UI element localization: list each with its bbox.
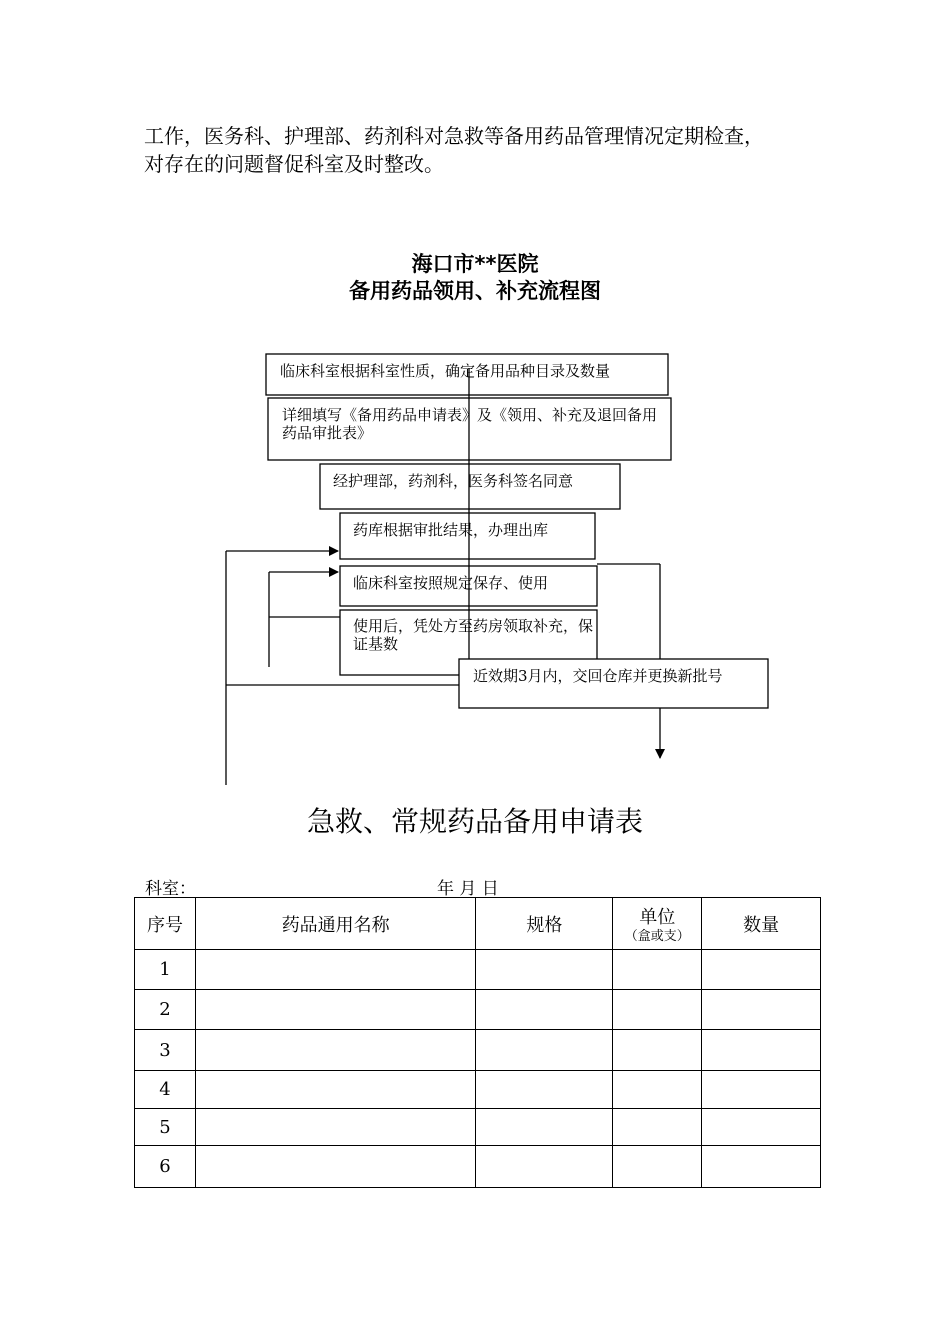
table-row bbox=[135, 1109, 821, 1146]
row-number: 2 bbox=[135, 990, 196, 1030]
col-header-unit bbox=[613, 898, 702, 950]
request-table bbox=[134, 897, 821, 1188]
date-label: 年 月 日 bbox=[437, 879, 499, 899]
col-header-name: 药品通用名称 bbox=[195, 898, 476, 950]
flowchart-title-line-2: 备用药品领用、补充流程图 bbox=[349, 279, 601, 303]
col-header-qty: 数量 bbox=[702, 898, 821, 950]
row-number: 6 bbox=[135, 1146, 196, 1188]
cell-name[interactable] bbox=[195, 990, 476, 1030]
cell-unit[interactable] bbox=[613, 1146, 702, 1188]
department-label: 科室： bbox=[145, 879, 196, 899]
flow-step-7: 近效期3月内，交回仓库并更换新批号 bbox=[473, 667, 723, 685]
table-row bbox=[135, 1146, 821, 1188]
row-number: 4 bbox=[135, 1071, 196, 1109]
flow-step-1: 临床科室根据科室性质，确定备用品种目录及数量 bbox=[280, 362, 611, 380]
cell-name[interactable] bbox=[195, 1146, 476, 1188]
cell-spec[interactable] bbox=[476, 1109, 613, 1146]
table-row bbox=[135, 1030, 821, 1071]
table-header-row bbox=[135, 898, 821, 950]
table-row bbox=[135, 950, 821, 990]
flowchart-title-line-1: 海口市**医院 bbox=[411, 252, 539, 276]
intro-line-2: 对存在的问题督促科室及时整改。 bbox=[144, 152, 444, 176]
cell-qty[interactable] bbox=[702, 1146, 821, 1188]
intro-line-1: 工作，医务科、护理部、药剂科对急救等备用药品管理情况定期检查， bbox=[144, 124, 764, 148]
cell-qty[interactable] bbox=[702, 950, 821, 990]
cell-qty[interactable] bbox=[702, 1109, 821, 1146]
cell-name[interactable] bbox=[195, 1071, 476, 1109]
cell-unit[interactable] bbox=[613, 950, 702, 990]
cell-name[interactable] bbox=[195, 950, 476, 990]
cell-unit[interactable] bbox=[613, 990, 702, 1030]
flow-step-4: 药库根据审批结果，办理出库 bbox=[353, 521, 549, 539]
cell-spec[interactable] bbox=[476, 1071, 613, 1109]
form-title: 急救、常规药品备用申请表 bbox=[306, 805, 643, 838]
cell-spec[interactable] bbox=[476, 1146, 613, 1188]
cell-spec[interactable] bbox=[476, 990, 613, 1030]
flow-step-6: 使用后，凭处方至药房领取补充，保证基数 bbox=[353, 617, 594, 653]
row-number: 1 bbox=[135, 950, 196, 990]
cell-name[interactable] bbox=[195, 1030, 476, 1071]
cell-qty[interactable] bbox=[702, 1071, 821, 1109]
table-row bbox=[135, 990, 821, 1030]
table-row bbox=[135, 1071, 821, 1109]
cell-spec[interactable] bbox=[476, 950, 613, 990]
unit-note: （盒或支） bbox=[624, 928, 690, 944]
flow-step-5: 临床科室按照规定保存、使用 bbox=[353, 574, 549, 592]
unit-label: 单位 bbox=[639, 906, 676, 928]
col-header-spec: 规格 bbox=[476, 898, 613, 950]
row-number: 5 bbox=[135, 1109, 196, 1146]
cell-name[interactable] bbox=[195, 1109, 476, 1146]
row-number: 3 bbox=[135, 1030, 196, 1071]
flow-step-2: 详细填写《备用药品申请表》及《领用、补充及退回备用药品审批表》 bbox=[282, 406, 658, 442]
cell-qty[interactable] bbox=[702, 990, 821, 1030]
flow-step-3: 经护理部，药剂科，医务科签名同意 bbox=[333, 472, 574, 490]
cell-unit[interactable] bbox=[613, 1071, 702, 1109]
col-header-seq: 序号 bbox=[135, 898, 196, 950]
cell-unit[interactable] bbox=[613, 1030, 702, 1071]
cell-spec[interactable] bbox=[476, 1030, 613, 1071]
cell-unit[interactable] bbox=[613, 1109, 702, 1146]
cell-qty[interactable] bbox=[702, 1030, 821, 1071]
